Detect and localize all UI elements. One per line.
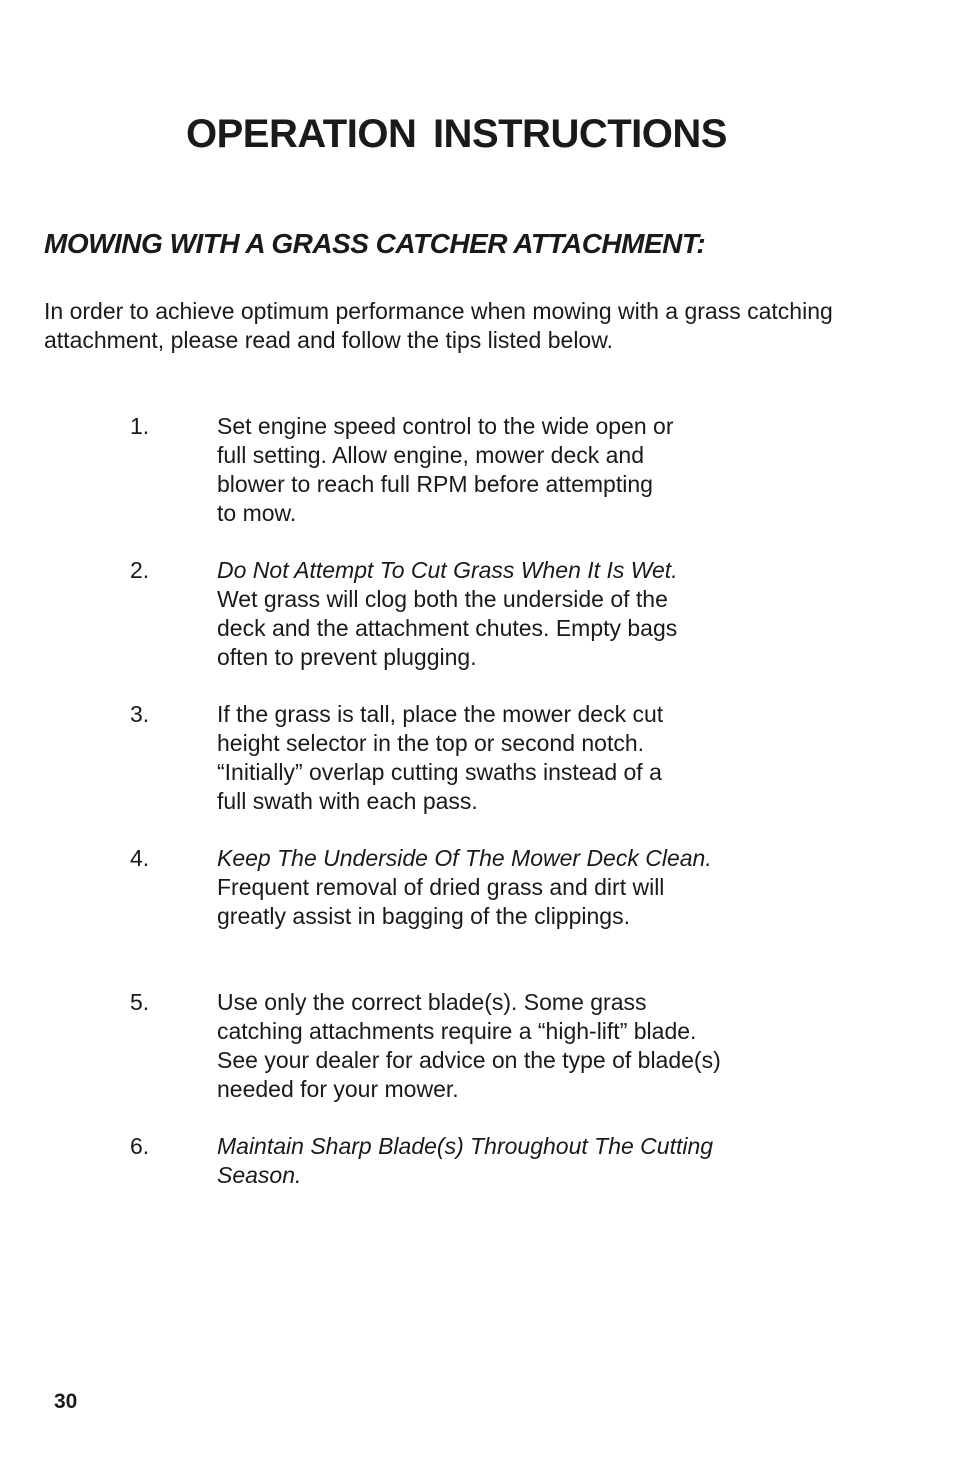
tip-emphasis: Maintain Sharp Blade(s) Throughout The Cutting Season. [217,1133,714,1188]
page-number: 30 [54,1390,78,1413]
tip-number: 1. [130,413,150,439]
tip-number: 3. [130,701,150,727]
tip-body [217,556,797,672]
tip-item [0,412,954,556]
tip-number: 5. [130,989,150,1015]
tip-item [0,556,954,700]
tip-number: 4. [130,845,150,871]
tip-body [217,844,797,931]
page-title: OPERATION INSTRUCTIONS [186,112,727,156]
tip-text: Frequent removal of dried grass and dirt will greatly assist in bagging of the clippings. [217,874,665,929]
tip-text: Set engine speed control to the wide open or full setting. Allow engine, mower deck and blower to reach full RPM before attempting to mow. [217,413,674,526]
section-heading: MOWING WITH A GRASS CATCHER ATTACHMENT: [44,228,706,259]
tip-emphasis: Do Not Attempt To Cut Grass When It Is Wet. [217,557,678,583]
tip-item [0,844,954,988]
tips-list [0,412,954,1276]
tip-number: 2. [130,557,150,583]
tip-item [0,1132,954,1276]
tip-body [217,700,797,816]
tip-body [217,988,797,1104]
tip-item [0,700,954,844]
tip-body [217,412,797,528]
tip-body [217,1132,797,1190]
tip-number: 6. [130,1133,150,1159]
tip-emphasis: Keep The Underside Of The Mower Deck Clean. [217,845,712,871]
tip-item [0,988,954,1132]
tip-text: If the grass is tall, place the mower deck cut height selector in the top or second notch. “Initially” overlap cutting swaths instead of a full swath with each pass. [217,701,664,814]
tip-text: Use only the correct blade(s). Some grass catching attachments require a “high-lift” blade. See your dealer for advice on the type of blade(s) needed for your mower. [217,989,721,1102]
intro-paragraph: In order to achieve optimum performance when mowing with a grass catching attachment, please read and follow the tips listed below. [44,298,833,353]
tip-text: Wet grass will clog both the underside of the deck and the attachment chutes. Empty bags often to prevent plugging. [217,586,678,670]
